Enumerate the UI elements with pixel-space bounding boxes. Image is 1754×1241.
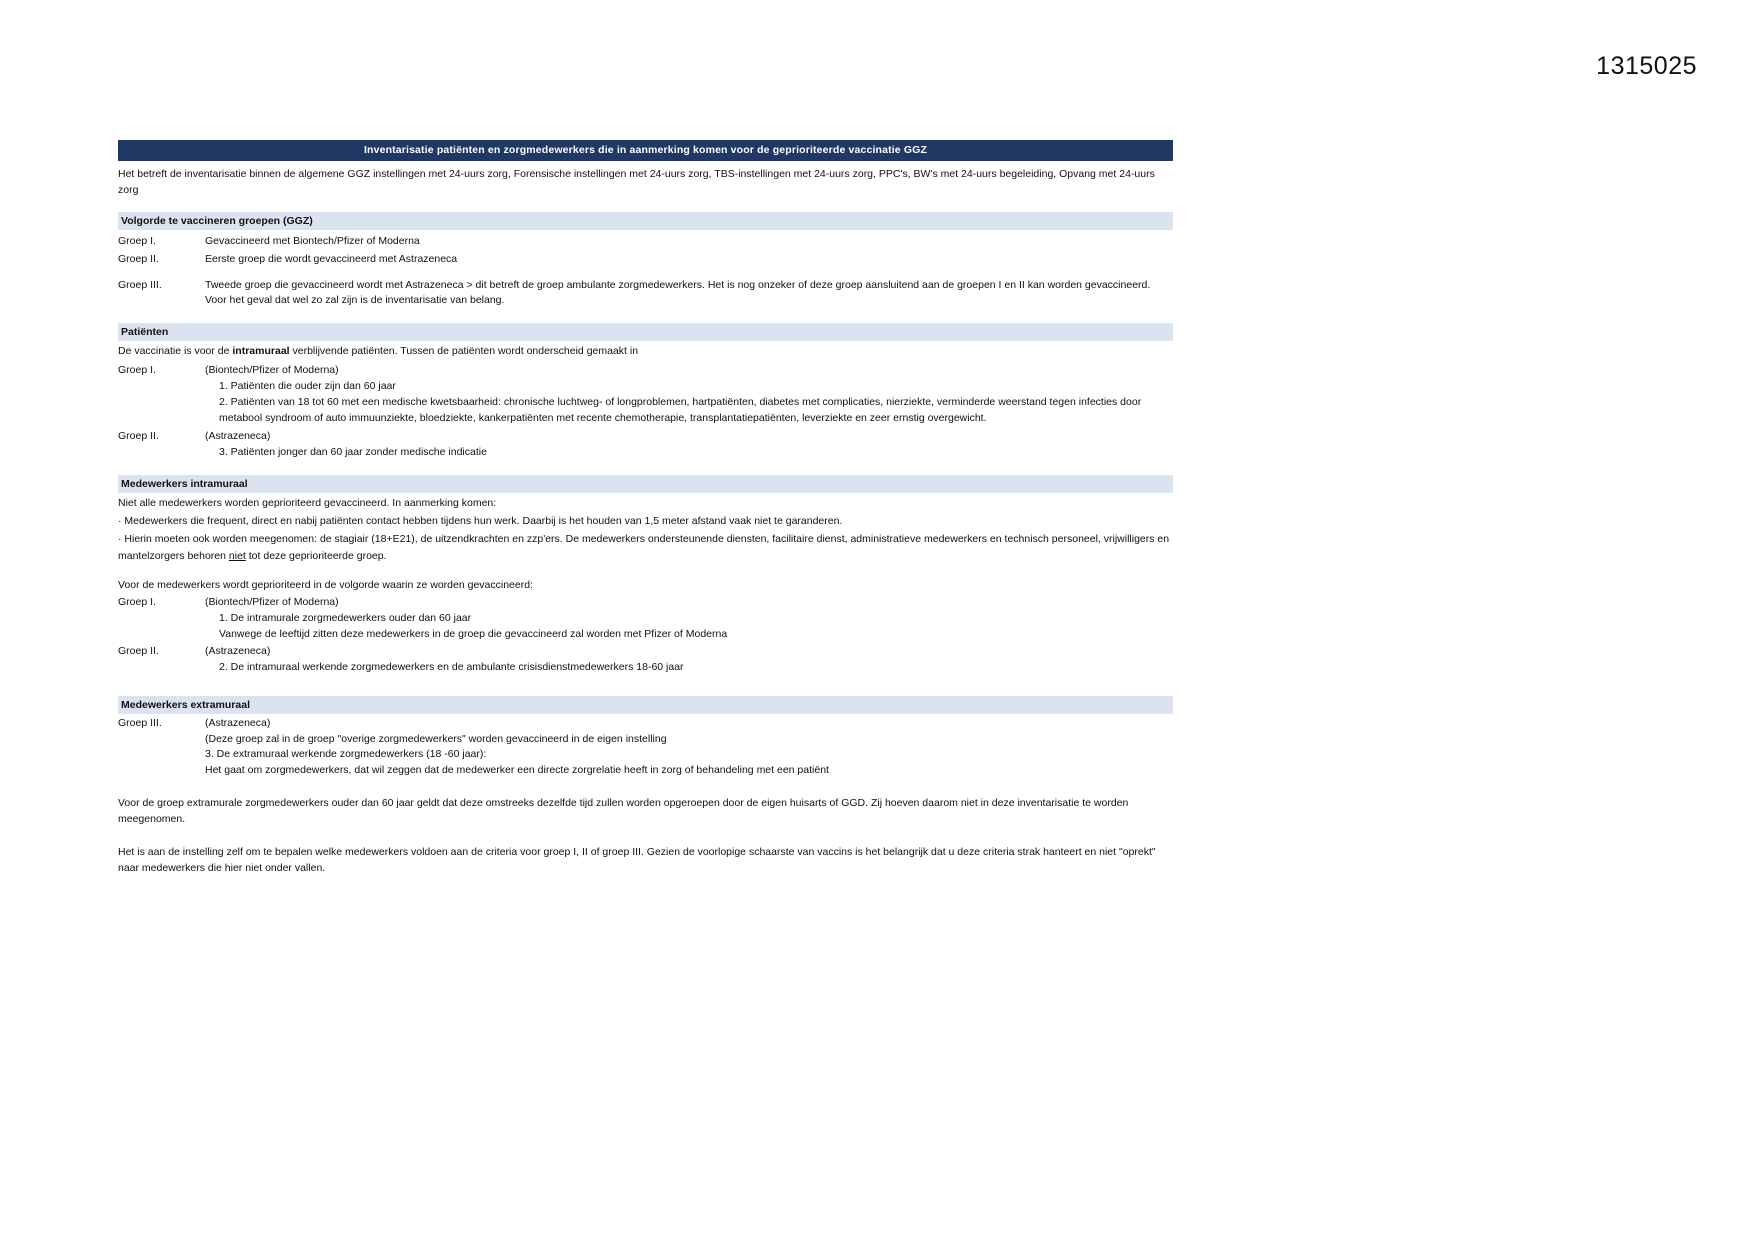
group-line: 2. Patiënten van 18 tot 60 met een medische kwetsbaarheid: chronische luchtweg- of longproblemen, hartpatiënten, diabetes met complicaties, nierziekte, verminderde weerstand tegen infecties door metabool syndroom of auto immuunziekte, bloedziekte, kankerpatiënten met recente chemotherapie, transplantatiepatiënten, leverziekte en zeer ernstig overgewicht. — [219, 395, 1142, 424]
group-line: 2. De intramuraal werkende zorgmedewerkers en de ambulante crisisdienstmedewerkers 18-60 jaar — [219, 661, 684, 674]
section-heading-volgorde: Volgorde te vaccineren groepen (GGZ) — [118, 212, 1173, 230]
group-line: 1. Patiënten die ouder zijn dan 60 jaar — [219, 380, 396, 393]
group-line: 1. De intramurale zorgmedewerkers ouder dan 60 jaar — [219, 611, 472, 624]
group-label: Groep I. — [118, 364, 156, 377]
medewerkers-bullet-1: · Medewerkers die frequent, direct en nabij patiënten contact hebben tijdens hun werk. Daarbij is het houden van 1,5 meter afstand vaak niet te garanderen. — [118, 515, 843, 528]
spacer — [118, 564, 1173, 575]
group-line: Vanwege de leeftijd zitten deze medewerkers in de groep die gevaccineerd zal worden met Pfizer of Moderna — [219, 627, 728, 640]
group-text — [205, 644, 1173, 676]
patienten-lead-bold: intramuraal — [232, 345, 290, 358]
list-item — [118, 278, 1173, 310]
list-item — [118, 644, 1173, 676]
spacer — [118, 779, 1173, 790]
group-text — [205, 716, 1173, 779]
medewerkers-bullet-2 — [118, 531, 1173, 564]
list-item — [118, 429, 1173, 461]
group-line: (Astrazeneca) — [205, 645, 271, 658]
group-line: 3. Patiënten jonger dan 60 jaar zonder medische indicatie — [219, 446, 487, 459]
group-text — [205, 363, 1173, 426]
group-text — [205, 429, 1173, 461]
group-line: (Astrazeneca) — [205, 430, 271, 443]
section-heading-patienten: Patiënten — [118, 323, 1173, 341]
closing-paragraph-2: Het is aan de instelling zelf om te bepalen welke medewerkers voldoen aan de criteria voor groep I, II of groep III. Gezien de voorlopige schaarste van vaccins is het belangrijk dat u deze criteria strak hanteert en niet "oprekt" naar medewerkers die hier niet onder vallen. — [118, 845, 1156, 874]
group-line: (Deze groep zal in de groep "overige zorgmedewerkers" worden gevaccineerd in de eigen instelling — [205, 732, 667, 745]
group-text — [205, 595, 1173, 642]
group-line: (Astrazeneca) — [205, 716, 271, 729]
group-text: Eerste groep die wordt gevaccineerd met Astrazeneca — [205, 252, 458, 265]
list-item — [118, 716, 1173, 779]
group-line: (Biontech/Pfizer of Moderna) — [205, 596, 339, 609]
spacer — [118, 828, 1173, 839]
closing-paragraph-1: Voor de groep extramurale zorgmedewerkers ouder dan 60 jaar geldt dat deze omstreeks dezelfde tijd zullen worden opgeroepen door de eigen huisarts of GGD. Zij hoeven daarom niet in deze inventarisatie te worden meegenomen. — [118, 796, 1129, 826]
group-label: Groep II. — [118, 252, 159, 265]
group-line: Het gaat om zorgmedewerkers, dat wil zeggen dat de medewerker een directe zorgrelatie heeft in zorg of behandeling met een patiënt — [205, 764, 829, 777]
group-label: Groep II. — [118, 430, 159, 443]
list-item — [118, 234, 1173, 250]
document-body — [118, 140, 1173, 876]
section-heading-medewerkers-intramuraal: Medewerkers intramuraal — [118, 475, 1173, 493]
group-text: Gevaccineerd met Biontech/Pfizer of Moderna — [205, 235, 420, 248]
section-heading-medewerkers-extramuraal: Medewerkers extramuraal — [118, 696, 1173, 714]
medewerkers-lead: Niet alle medewerkers worden geprioriteerd gevaccineerd. In aanmerking komen: — [118, 496, 497, 509]
group-label: Groep III. — [118, 278, 162, 291]
group-label: Groep I. — [118, 596, 156, 609]
medewerkers-volgorde-lead: Voor de medewerkers wordt geprioriteerd in de volgorde waarin ze worden gevaccineerd: — [118, 578, 533, 591]
group-label: Groep III. — [118, 716, 162, 729]
group-label: Groep I. — [118, 235, 156, 248]
group-line: (Biontech/Pfizer of Moderna) — [205, 364, 339, 377]
patienten-lead — [118, 343, 1173, 359]
patienten-lead-pre: De vaccinatie is voor de — [118, 345, 233, 358]
intro-paragraph: Het betreft de inventarisatie binnen de algemene GGZ instellingen met 24-uurs zorg, Forensische instellingen met 24-uurs zorg, TBS-instellingen met 24-uurs zorg, PPC's, BW's met 24-uurs begeleiding, Opvang met 24-uurs zorg — [118, 167, 1155, 196]
bullet-2-underline: niet — [228, 549, 246, 562]
bullet-2-post: tot deze geprioriteerde groep. — [245, 549, 387, 562]
document-id: 1315025 — [1596, 52, 1697, 80]
group-label: Groep II. — [118, 645, 159, 658]
group-text: Tweede groep die gevaccineerd wordt met Astrazeneca > dit betreft de groep ambulante zorgmedewerkers. Het is nog onzeker of deze groep aansluitend aan de groepen I en II kan worden gevaccineerd. Voor het geval dat wel zo zal zijn is de inventarisatie van belang. — [205, 278, 1151, 307]
bullet-2-pre: · Hierin moeten ook worden meegenomen: de stagiair (18+E21), de uitzendkrachten en zzp'ers. De medewerkers ondersteunende diensten, facilitaire dienst, administratieve medewerkers en technisch personeel, vrijwilligers en mantelzorgers behoren — [118, 533, 1170, 562]
list-item — [118, 363, 1173, 426]
document-title-bar: Inventarisatie patiënten en zorgmedewerkers die in aanmerking komen voor de geprioriteerde vaccinatie GGZ — [118, 140, 1173, 161]
patienten-lead-post: verblijvende patiënten. Tussen de patiënten wordt onderscheid gemaakt in — [289, 345, 639, 358]
list-item — [118, 252, 1173, 268]
group-line: 3. De extramuraal werkende zorgmedewerkers (18 -60 jaar): — [205, 748, 487, 761]
list-item — [118, 595, 1173, 642]
